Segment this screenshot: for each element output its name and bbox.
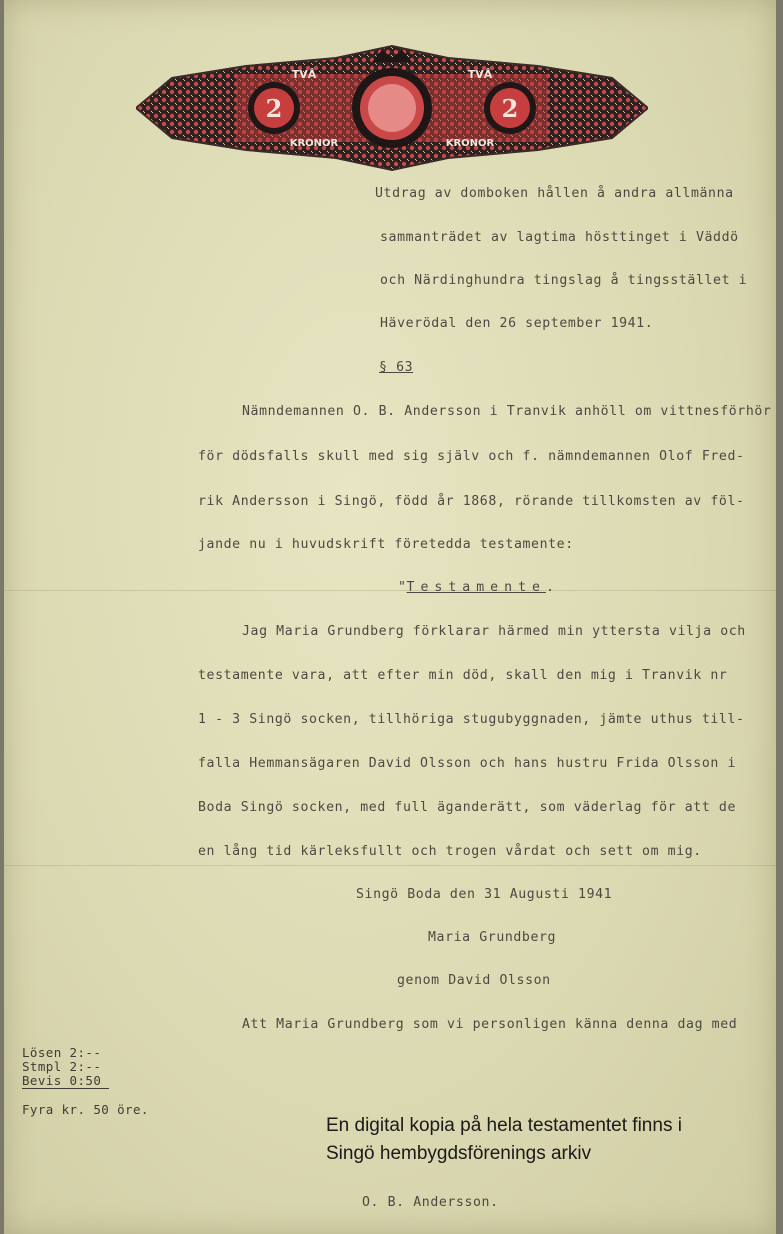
fee-stmpl: Stmpl 2:-- bbox=[22, 1059, 102, 1074]
fee-total: Fyra kr. 50 öre. bbox=[22, 1102, 149, 1117]
place-date: Singö Boda den 31 Augusti 1941 bbox=[356, 887, 613, 902]
stamp-digit-left: 2 bbox=[265, 94, 283, 123]
stamp-word-left: TVÅ bbox=[291, 68, 317, 81]
archive-note-line: En digital kopia på hela testamentet finns i bbox=[326, 1115, 682, 1136]
archive-note bbox=[326, 1112, 682, 1168]
body-line: rik Andersson i Singö, född år 1868, rörande tillkomsten av föl- bbox=[198, 494, 745, 509]
header-line: och Närdinghundra tingslag å tingsstället i bbox=[380, 273, 748, 288]
testament-line: en lång tid kärleksfullt och trogen vårdat och sett om mig. bbox=[198, 844, 702, 859]
testament-line: testamente vara, att efter min död, skall den mig i Tranvik nr bbox=[198, 668, 728, 683]
document-page bbox=[4, 0, 776, 1234]
testament-heading: "Testamente. bbox=[398, 580, 555, 595]
header-line: Utdrag av domboken hållen å andra allmänna bbox=[375, 186, 734, 201]
archive-note-line: Singö hembygdsförenings arkiv bbox=[326, 1143, 592, 1164]
testament-line: 1 - 3 Singö socken, tillhöriga stugubyggnaden, jämte uthus till- bbox=[198, 712, 745, 727]
signature-via: genom David Olsson bbox=[397, 973, 551, 988]
stamp-word-right: TVÅ bbox=[467, 68, 493, 81]
header-line: sammanträdet av lagtima hösttinget i Väddö bbox=[380, 230, 739, 245]
stamp-currency-left: KRONOR bbox=[289, 138, 339, 149]
paper-fold bbox=[4, 590, 776, 591]
signer-name: O. B. Andersson. bbox=[362, 1195, 499, 1210]
body-line: jande nu i huvudskrift företedda testamente: bbox=[198, 537, 574, 552]
body-line: för dödsfalls skull med sig själv och f. nämndemannen Olof Fred- bbox=[198, 449, 745, 464]
fee-bevis: Bevis 0:50 bbox=[22, 1073, 109, 1089]
paper-fold bbox=[4, 865, 776, 866]
revenue-stamp bbox=[136, 40, 648, 176]
signature-name: Maria Grundberg bbox=[428, 930, 557, 945]
testament-line: Jag Maria Grundberg förklarar härmed min yttersta vilja och bbox=[242, 624, 746, 639]
body-line: Nämndemannen O. B. Andersson i Tranvik anhöll om vittnesförhör bbox=[242, 404, 772, 419]
testament-title: Testamente bbox=[406, 580, 546, 595]
witness-line: Att Maria Grundberg som vi personligen känna denna dag med bbox=[242, 1017, 738, 1032]
fee-losen: Lösen 2:-- bbox=[22, 1045, 102, 1060]
header-line: Häverödal den 26 september 1941. bbox=[380, 316, 654, 331]
stamp-currency-right: KRONOR bbox=[445, 138, 495, 149]
testament-line: falla Hemmansägaren David Olsson och hans hustru Frida Olsson i bbox=[198, 756, 736, 771]
stamp-digit-right: 2 bbox=[501, 94, 519, 123]
testament-line: Boda Singö socken, med full äganderätt, som väderlag för att de bbox=[198, 800, 736, 815]
section-number: § 63 bbox=[379, 360, 414, 375]
